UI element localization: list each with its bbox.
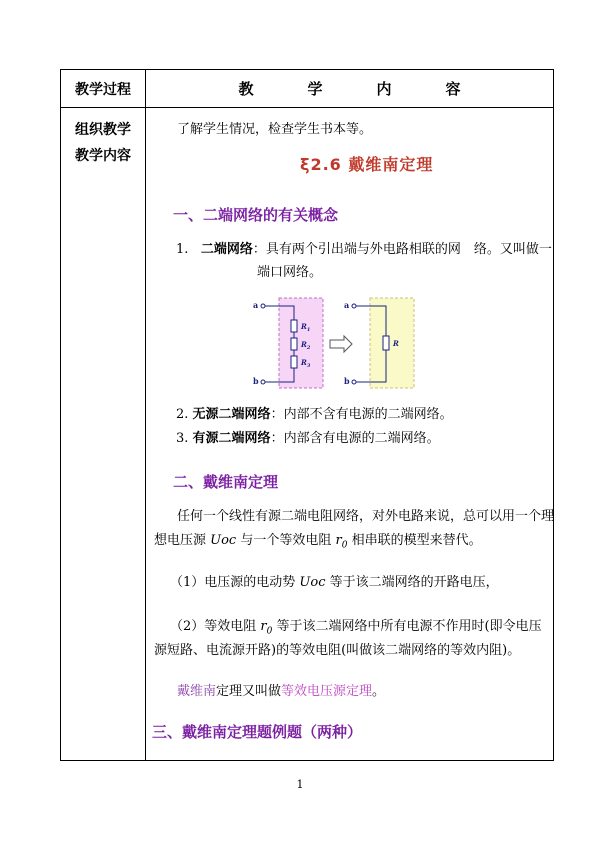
item-1-text-cont: 端口网络。 — [257, 265, 323, 280]
uoc-symbol: Uoc — [299, 575, 326, 590]
item-3 — [176, 429, 440, 449]
header-char: 教 — [238, 80, 254, 98]
item-3-term: 有源二端网络 — [192, 431, 271, 446]
r0-symbol: $r_0$ — [335, 533, 348, 551]
section-heading-3: 三、戴维南定理题例题（两种） — [152, 723, 363, 741]
intro-text: 了解学生情况，检查学生书本等。 — [177, 122, 373, 137]
item-2-number: 2. — [176, 407, 189, 422]
transform-arrow-icon — [330, 336, 352, 352]
theorem-para-line2: 想电压源 Uoc 与一个等效电阻 $r_0$ 相串联的模型来替代。 — [154, 533, 482, 551]
section-heading-1: 一、二端网络的有关概念 — [173, 206, 339, 224]
header-char: 内 — [376, 80, 392, 98]
resistor-r1 — [291, 320, 297, 332]
left-terminal-b — [261, 380, 265, 384]
item-1-term: 二端网络 — [200, 242, 253, 257]
left-terminal-a — [261, 304, 265, 308]
point-2-line2: 源短路、电流源开路)的等效电阻(叫做该二端网络的等效内阻)。 — [154, 643, 521, 658]
item-1 — [176, 240, 552, 260]
header-char: 容 — [445, 80, 461, 98]
resistor-r3 — [291, 356, 297, 368]
left-terminal-a-label: a — [253, 300, 259, 310]
item-2 — [176, 405, 453, 425]
uoc-symbol: Uoc — [210, 533, 237, 548]
two-port-network-diagram — [246, 294, 436, 394]
item-2-term: 无源二端网络 — [192, 407, 271, 422]
theorem-note: 戴维南定理又叫做等效电压源定理。 — [177, 684, 386, 699]
side-cell — [61, 108, 146, 761]
r2-label: $R_2$ — [301, 340, 311, 351]
right-terminal-b — [352, 380, 356, 384]
resistor-r — [383, 336, 389, 350]
point-2-line1: （2）等效电阻 $r_0$ 等于该二端网络中所有电源不作用时(即令电压 — [170, 619, 542, 637]
side-label-organize: 组织教学 — [75, 122, 131, 138]
right-terminal-b-label: b — [344, 376, 350, 386]
point-1: （1）电压源的电动势 Uoc 等于该二端网络的开路电压， — [170, 575, 499, 590]
right-terminal-a-label: a — [344, 300, 350, 310]
r-label: R — [393, 339, 399, 348]
theorem-para-line1: 任何一个线性有源二端电阻网络，对外电路来说，总可以用一个理 — [177, 509, 555, 524]
section-title: ξ2.6 戴维南定理 — [300, 155, 434, 174]
note-thevenin: 戴维南 — [177, 684, 217, 699]
header-process-cell — [61, 70, 146, 108]
r0-symbol: $r_0$ — [260, 619, 273, 637]
item-3-text: ：内部含有电源的二端网络。 — [270, 431, 440, 446]
resistor-r2 — [291, 338, 297, 350]
r1-label: $R_1$ — [301, 322, 311, 333]
header-char: 学 — [307, 80, 323, 98]
page-number: 1 — [296, 778, 304, 791]
item-2-text: ：内部不含有电源的二端网络。 — [270, 407, 453, 422]
right-network-box — [370, 298, 414, 388]
item-1-text: ：具有两个引出端与外电路相联的网 络。又叫做一 — [252, 242, 552, 257]
content-cell — [146, 108, 554, 761]
header-process-label: 教学过程 — [75, 81, 131, 98]
item-1-number: 1. — [176, 242, 189, 257]
r3-label: $R_3$ — [301, 358, 311, 369]
section-heading-2: 二、戴维南定理 — [173, 473, 279, 491]
header-content-cell — [146, 70, 554, 108]
item-3-number: 3. — [176, 431, 189, 446]
lesson-table — [60, 69, 554, 761]
left-terminal-b-label: b — [253, 376, 259, 386]
note-equivalent-source: 等效电压源定理 — [281, 684, 373, 699]
side-label-content: 教学内容 — [75, 148, 131, 164]
right-terminal-a — [352, 304, 356, 308]
